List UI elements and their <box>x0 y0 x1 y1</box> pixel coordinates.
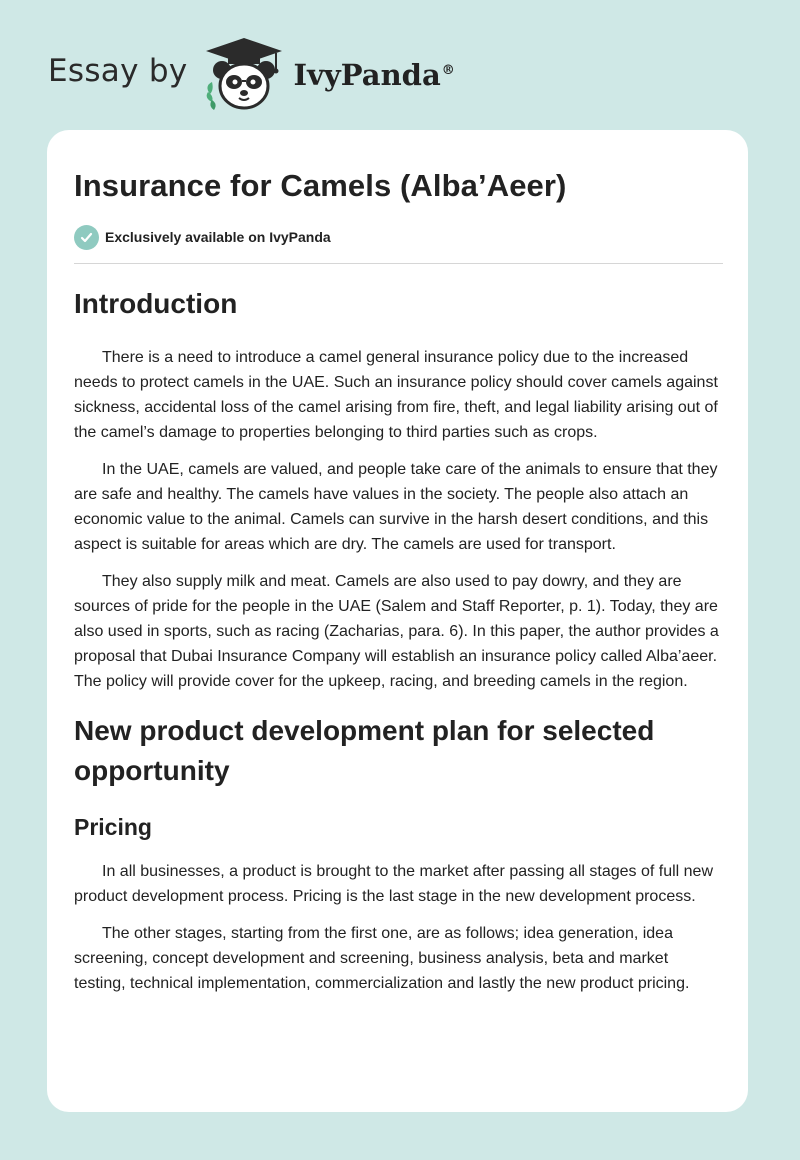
section-heading-introduction: Introduction <box>74 288 238 319</box>
paragraph: There is a need to introduce a camel general insurance policy due to the increased needs to protect camels in the UAE. Such an insurance policy should cover camels against sickness, accidental loss of the camel arising from fire, theft, and legal liability arising out of the camel’s damage to properties belonging to third parties such as crops. <box>74 349 718 441</box>
essay-by-label: Essay by <box>48 53 188 89</box>
article-card <box>47 130 748 1112</box>
subsection-heading-pricing: Pricing <box>74 814 152 840</box>
paragraph: In the UAE, camels are valued, and people take care of the animals to ensure that they are safe and healthy. The camels have values in the society. The people also attach an economic value to the animal. Camels can survive in the harsh desert conditions, and this aspect is suitable for areas which are dry. The camels are used for transport. <box>74 461 718 553</box>
section-heading-new-product-development: New product development plan for selected opportunity <box>74 715 655 786</box>
check-icon <box>74 225 99 250</box>
exclusive-badge <box>74 224 722 250</box>
site-header <box>48 34 455 114</box>
paragraph: The other stages, starting from the first one, are as follows; idea generation, idea screening, concept development and screening, business analysis, beta and market testing, technical implementation, commercialization and lastly the new product pricing. <box>74 925 690 992</box>
panda-graduate-icon <box>202 36 286 112</box>
divider <box>74 263 723 264</box>
paragraph: In all businesses, a product is brought to the market after passing all stages of full new product development process. Pricing is the last stage in the new development process. <box>74 863 713 905</box>
paragraph: They also supply milk and meat. Camels are also used to pay dowry, and they are sources of pride for the people in the UAE (Salem and Staff Reporter, p. 1). Today, they are also used in sports, such as racing (Zacharias, para. 6). In this paper, the author provides a proposal that Dubai Insurance Company will establish an insurance policy called Alba’aeer. The policy will provide cover for the upkeep, racing, and breeding camels in the region. <box>74 573 719 690</box>
brand-name: IvyPanda® <box>293 58 455 92</box>
exclusive-label: Exclusively available on IvyPanda <box>105 229 331 245</box>
registered-mark: ® <box>441 63 455 79</box>
page-title: Insurance for Camels (Alba’Aeer) <box>74 168 567 203</box>
